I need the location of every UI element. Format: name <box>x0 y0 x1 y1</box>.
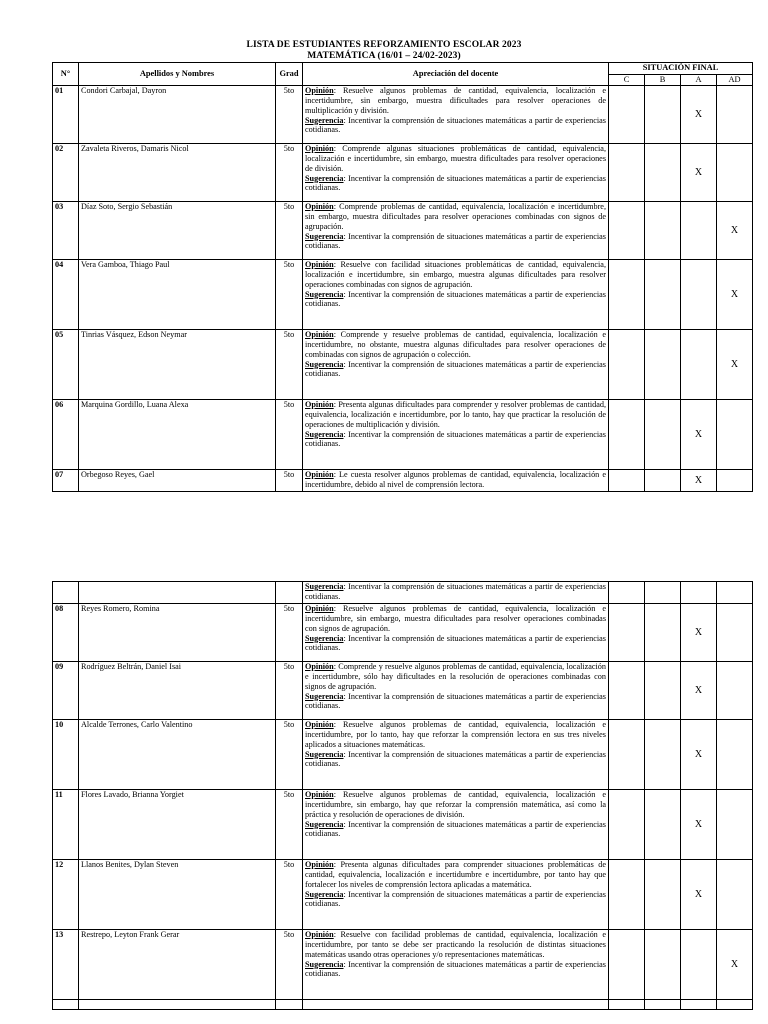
suggestion-label: Sugerencia <box>305 359 344 369</box>
student-number: 12 <box>53 860 79 930</box>
teacher-appraisal <box>303 662 609 720</box>
suggestion-text: : Incentivar la comprensión de situaciones matemáticas a partir de experiencias cotidianas. <box>305 819 606 839</box>
mark-ad <box>717 860 753 930</box>
mark-a: X <box>681 86 717 144</box>
student-grade: 5to <box>276 144 303 202</box>
student-grade: 5to <box>276 930 303 1000</box>
students-table-page-1 <box>52 62 753 492</box>
opinion-text: : Comprende algunas situaciones problemáticas de cantidad, equivalencia, localización e incertidumbre, sin embargo, muestra dificultades para resolver operaciones de división. <box>305 144 606 173</box>
opinion-label: Opinión <box>305 604 334 613</box>
student-name: Flores Lavado, Brianna Yorgiet <box>79 790 276 860</box>
mark-ad <box>717 144 753 202</box>
mark-a: X <box>681 470 717 492</box>
suggestion-label: Sugerencia <box>305 691 344 701</box>
student-name: Díaz Soto, Sergio Sebastián <box>79 202 276 260</box>
teacher-appraisal <box>303 202 609 260</box>
opinion-text: : Presenta algunas dificultades para comprender situaciones problemáticas de cantidad, equivalencia, localización e incertidumbre e incertidumbre, por tanto hay que fortalecer los niveles de comprensión lectora aplicadas a matemática. <box>305 860 606 889</box>
student-grade: 5to <box>276 860 303 930</box>
student-name: Rodríguez Beltrán, Daniel Isai <box>79 662 276 720</box>
table-row <box>53 470 753 492</box>
teacher-appraisal <box>303 720 609 790</box>
suggestion-label: Sugerencia <box>305 819 344 829</box>
mark-b <box>645 720 681 790</box>
opinion-label: Opinión <box>305 144 334 154</box>
suggestion-label: Sugerencia <box>305 582 344 591</box>
mark-a: X <box>681 604 717 662</box>
suggestion-text: : Incentivar la comprensión de situaciones matemáticas a partir de experiencias cotidianas. <box>305 115 606 135</box>
table-row <box>53 86 753 144</box>
document-subtitle: MATEMÁTICA (16/01 – 24/02-2023) <box>307 51 461 61</box>
mark-ad <box>717 470 753 492</box>
student-number: 02 <box>53 144 79 202</box>
suggestion-text: : Incentivar la comprensión de situaciones matemáticas a partir de experiencias cotidianas. <box>305 359 606 379</box>
suggestion-text: : Incentivar la comprensión de situaciones matemáticas a partir de experiencias cotidianas. <box>305 749 606 769</box>
teacher-appraisal <box>303 144 609 202</box>
student-grade: 5to <box>276 202 303 260</box>
opinion-label: Opinión <box>305 790 334 799</box>
suggestion-label: Sugerencia <box>305 633 344 643</box>
mark-ad: X <box>717 930 753 1000</box>
opinion-text: : Resuelve con facilidad situaciones problemáticas de cantidad, equivalencia, localización e incertidumbre, sin embargo, muestra algunas dificultades para resolver operaciones combinadas con signos de agrupación. <box>305 260 606 289</box>
mark-b <box>645 330 681 400</box>
opinion-label: Opinión <box>305 930 334 939</box>
mark-b <box>645 860 681 930</box>
mark-c <box>609 860 645 930</box>
opinion-text: : Resuelve algunos problemas de cantidad, equivalencia, localización e incertidumbre, sin embargo, muestra dificultades para resolver operaciones de multiplicación y división. <box>305 86 606 115</box>
continuation-row <box>53 582 753 604</box>
mark-a <box>681 202 717 260</box>
student-number: 06 <box>53 400 79 470</box>
suggestion-label: Sugerencia <box>305 959 344 969</box>
student-grade: 5to <box>276 400 303 470</box>
mark-ad: X <box>717 330 753 400</box>
suggestion-label: Sugerencia <box>305 289 344 299</box>
table-row <box>53 330 753 400</box>
mark-ad <box>717 790 753 860</box>
student-number: 07 <box>53 470 79 492</box>
teacher-appraisal <box>303 400 609 470</box>
header-c: C <box>609 75 645 86</box>
table-row <box>53 260 753 330</box>
mark-c <box>609 202 645 260</box>
header-grade: Grad <box>276 63 303 86</box>
student-name: Marquina Gordillo, Luana Alexa <box>79 400 276 470</box>
teacher-appraisal <box>303 930 609 1000</box>
mark-ad <box>717 662 753 720</box>
suggestion-label: Sugerencia <box>305 115 344 125</box>
student-name: Condori Carbajal, Dayron <box>79 86 276 144</box>
suggestion-text: : Incentivar la comprensión de situaciones matemáticas a partir de experiencias cotidianas. <box>305 691 606 711</box>
mark-a: X <box>681 860 717 930</box>
student-number: 09 <box>53 662 79 720</box>
student-name: Vera Gamboa, Thiago Paul <box>79 260 276 330</box>
suggestion-label: Sugerencia <box>305 429 344 439</box>
opinion-text: : Resuelve algunos problemas de cantidad, equivalencia, localización e incertidumbre, sin embargo, muestra dificultades para resolver operaciones combinadas con signos de agrupación. <box>305 604 606 633</box>
suggestion-text: : Incentivar la comprensión de situaciones matemáticas a partir de experiencias cotidianas. <box>305 429 606 449</box>
opinion-text: : Resuelve algunos problemas de cantidad, equivalencia, localización e incertidumbre, sin embargo, hay que reforzar la comprensión matemática, así como la práctica y resolución de operaciones de división. <box>305 790 606 819</box>
student-grade: 5to <box>276 260 303 330</box>
mark-c <box>609 260 645 330</box>
student-grade: 5to <box>276 86 303 144</box>
mark-b <box>645 662 681 720</box>
opinion-text: : Resuelve algunos problemas de cantidad, equivalencia, localización e incertidumbre, por lo tanto, hay que reforzar la comprensión lectora en sus tres niveles aplicados a situaciones matemáticas. <box>305 720 606 749</box>
opinion-label: Opinión <box>305 86 334 96</box>
mark-b <box>645 86 681 144</box>
mark-ad <box>717 720 753 790</box>
mark-b <box>645 400 681 470</box>
opinion-text: : Comprende y resuelve problemas de cantidad, equivalencia, localización e incertidumbre, no obstante, muestra algunas dificultades para resolver operaciones de combinadas con signos de agrupación o colección. <box>305 330 606 359</box>
teacher-appraisal <box>303 260 609 330</box>
suggestion-label: Sugerencia <box>305 889 344 899</box>
teacher-appraisal <box>303 860 609 930</box>
mark-c <box>609 400 645 470</box>
student-grade: 5to <box>276 604 303 662</box>
suggestion-text: : Incentivar la comprensión de situaciones matemáticas a partir de experiencias cotidianas. <box>305 582 606 601</box>
mark-a: X <box>681 790 717 860</box>
empty-row <box>53 1000 753 1010</box>
mark-b <box>645 260 681 330</box>
mark-c <box>609 662 645 720</box>
opinion-label: Opinión <box>305 202 334 212</box>
students-table-page-2 <box>52 581 753 1010</box>
mark-a: X <box>681 400 717 470</box>
suggestion-text: : Incentivar la comprensión de situaciones matemáticas a partir de experiencias cotidianas. <box>305 231 606 251</box>
student-grade: 5to <box>276 790 303 860</box>
student-name: Tinrias Vásquez, Edson Neymar <box>79 330 276 400</box>
students-body-page-1 <box>53 86 753 492</box>
mark-a: X <box>681 144 717 202</box>
teacher-appraisal <box>303 604 609 662</box>
mark-ad <box>717 400 753 470</box>
mark-ad: X <box>717 202 753 260</box>
table-row <box>53 144 753 202</box>
table-row <box>53 604 753 662</box>
mark-b <box>645 930 681 1000</box>
header-a: A <box>681 75 717 86</box>
teacher-appraisal <box>303 790 609 860</box>
mark-ad <box>717 86 753 144</box>
table-row <box>53 202 753 260</box>
suggestion-text: : Incentivar la comprensión de situaciones matemáticas a partir de experiencias cotidianas. <box>305 173 606 193</box>
student-number: 13 <box>53 930 79 1000</box>
student-number: 01 <box>53 86 79 144</box>
opinion-text: : Resuelve con facilidad problemas de cantidad, equivalencia, localización e incertidumbre, por tanto se debe ser practicando la resolución de distintas situaciones matemáticas usando otras operaciones y/o representaciones matemáticas. <box>305 930 606 959</box>
student-grade: 5to <box>276 720 303 790</box>
students-body-page-2 <box>53 582 753 1010</box>
suggestion-text: : Incentivar la comprensión de situaciones matemáticas a partir de experiencias cotidianas. <box>305 633 606 653</box>
mark-a <box>681 930 717 1000</box>
student-grade: 5to <box>276 662 303 720</box>
opinion-label: Opinión <box>305 720 334 729</box>
table-row <box>53 790 753 860</box>
mark-c <box>609 86 645 144</box>
opinion-label: Opinión <box>305 400 334 410</box>
student-name: Alcalde Terrones, Carlo Valentino <box>79 720 276 790</box>
student-number: 04 <box>53 260 79 330</box>
teacher-appraisal <box>303 470 609 492</box>
suggestion-text: : Incentivar la comprensión de situaciones matemáticas a partir de experiencias cotidianas. <box>305 959 606 979</box>
opinion-text: : Le cuesta resolver algunos problemas de cantidad, equivalencia, localización e incertidumbre, debido al nivel de comprensión lectora. <box>305 470 606 489</box>
header-b: B <box>645 75 681 86</box>
mark-c <box>609 144 645 202</box>
mark-c <box>609 604 645 662</box>
mark-b <box>645 604 681 662</box>
suggestion-text: : Incentivar la comprensión de situaciones matemáticas a partir de experiencias cotidianas. <box>305 889 606 909</box>
suggestion-label: Sugerencia <box>305 749 344 759</box>
table-row <box>53 930 753 1000</box>
mark-a <box>681 330 717 400</box>
opinion-label: Opinión <box>305 260 334 270</box>
student-number: 03 <box>53 202 79 260</box>
student-number: 08 <box>53 604 79 662</box>
mark-b <box>645 470 681 492</box>
mark-c <box>609 930 645 1000</box>
teacher-appraisal <box>303 330 609 400</box>
mark-a: X <box>681 720 717 790</box>
opinion-text: : Presenta algunas dificultades para comprender y resolver problemas de cantidad, equivalencia, localización e incertidumbre, por lo tanto, hay que practicar la resolución de operaciones de multiplicación y división. <box>305 400 606 429</box>
student-number: 05 <box>53 330 79 400</box>
student-name: Zavaleta Riveros, Damaris Nicol <box>79 144 276 202</box>
opinion-text: : Comprende problemas de cantidad, equivalencia, localización e incertidumbre, sin embargo, muestra dificultades para resolver operaciones combinadas con signos de agrupación. <box>305 202 606 231</box>
suggestion-label: Sugerencia <box>305 173 344 183</box>
table-row <box>53 400 753 470</box>
student-grade: 5to <box>276 330 303 400</box>
student-grade: 5to <box>276 470 303 492</box>
student-name: Restrepo, Leyton Frank Gerar <box>79 930 276 1000</box>
continuation-appraisal <box>303 582 609 604</box>
opinion-label: Opinión <box>305 662 334 671</box>
header-appraisal: Apreciación del docente <box>303 63 609 86</box>
opinion-label: Opinión <box>305 860 334 869</box>
student-name: Reyes Romero, Romina <box>79 604 276 662</box>
suggestion-text: : Incentivar la comprensión de situaciones matemáticas a partir de experiencias cotidianas. <box>305 289 606 309</box>
mark-ad: X <box>717 260 753 330</box>
mark-b <box>645 790 681 860</box>
document-title: LISTA DE ESTUDIANTES REFORZAMIENTO ESCOLAR 2023 <box>246 40 522 50</box>
suggestion-label: Sugerencia <box>305 231 344 241</box>
student-number: 11 <box>53 790 79 860</box>
mark-c <box>609 720 645 790</box>
opinion-label: Opinión <box>305 330 334 340</box>
header-name: Apellidos y Nombres <box>79 63 276 86</box>
header-num: N° <box>53 63 79 86</box>
mark-b <box>645 144 681 202</box>
mark-c <box>609 470 645 492</box>
mark-c <box>609 330 645 400</box>
mark-c <box>609 790 645 860</box>
mark-ad <box>717 604 753 662</box>
mark-b <box>645 202 681 260</box>
student-number: 10 <box>53 720 79 790</box>
table-row <box>53 662 753 720</box>
opinion-text: : Comprende y resuelve algunos problemas de cantidad, equivalencia, localización e incertidumbre, sólo hay dificultades en la resolución de operaciones combinadas con signos de agrupación. <box>305 662 606 691</box>
table-row <box>53 860 753 930</box>
mark-a: X <box>681 662 717 720</box>
student-name: Llanos Benites, Dylan Steven <box>79 860 276 930</box>
table-row <box>53 720 753 790</box>
teacher-appraisal <box>303 86 609 144</box>
mark-a <box>681 260 717 330</box>
header-ad: AD <box>717 75 753 86</box>
student-name: Orbegoso Reyes, Gael <box>79 470 276 492</box>
opinion-label: Opinión <box>305 470 334 480</box>
header-final-situation: SITUACIÓN FINAL <box>609 63 753 75</box>
